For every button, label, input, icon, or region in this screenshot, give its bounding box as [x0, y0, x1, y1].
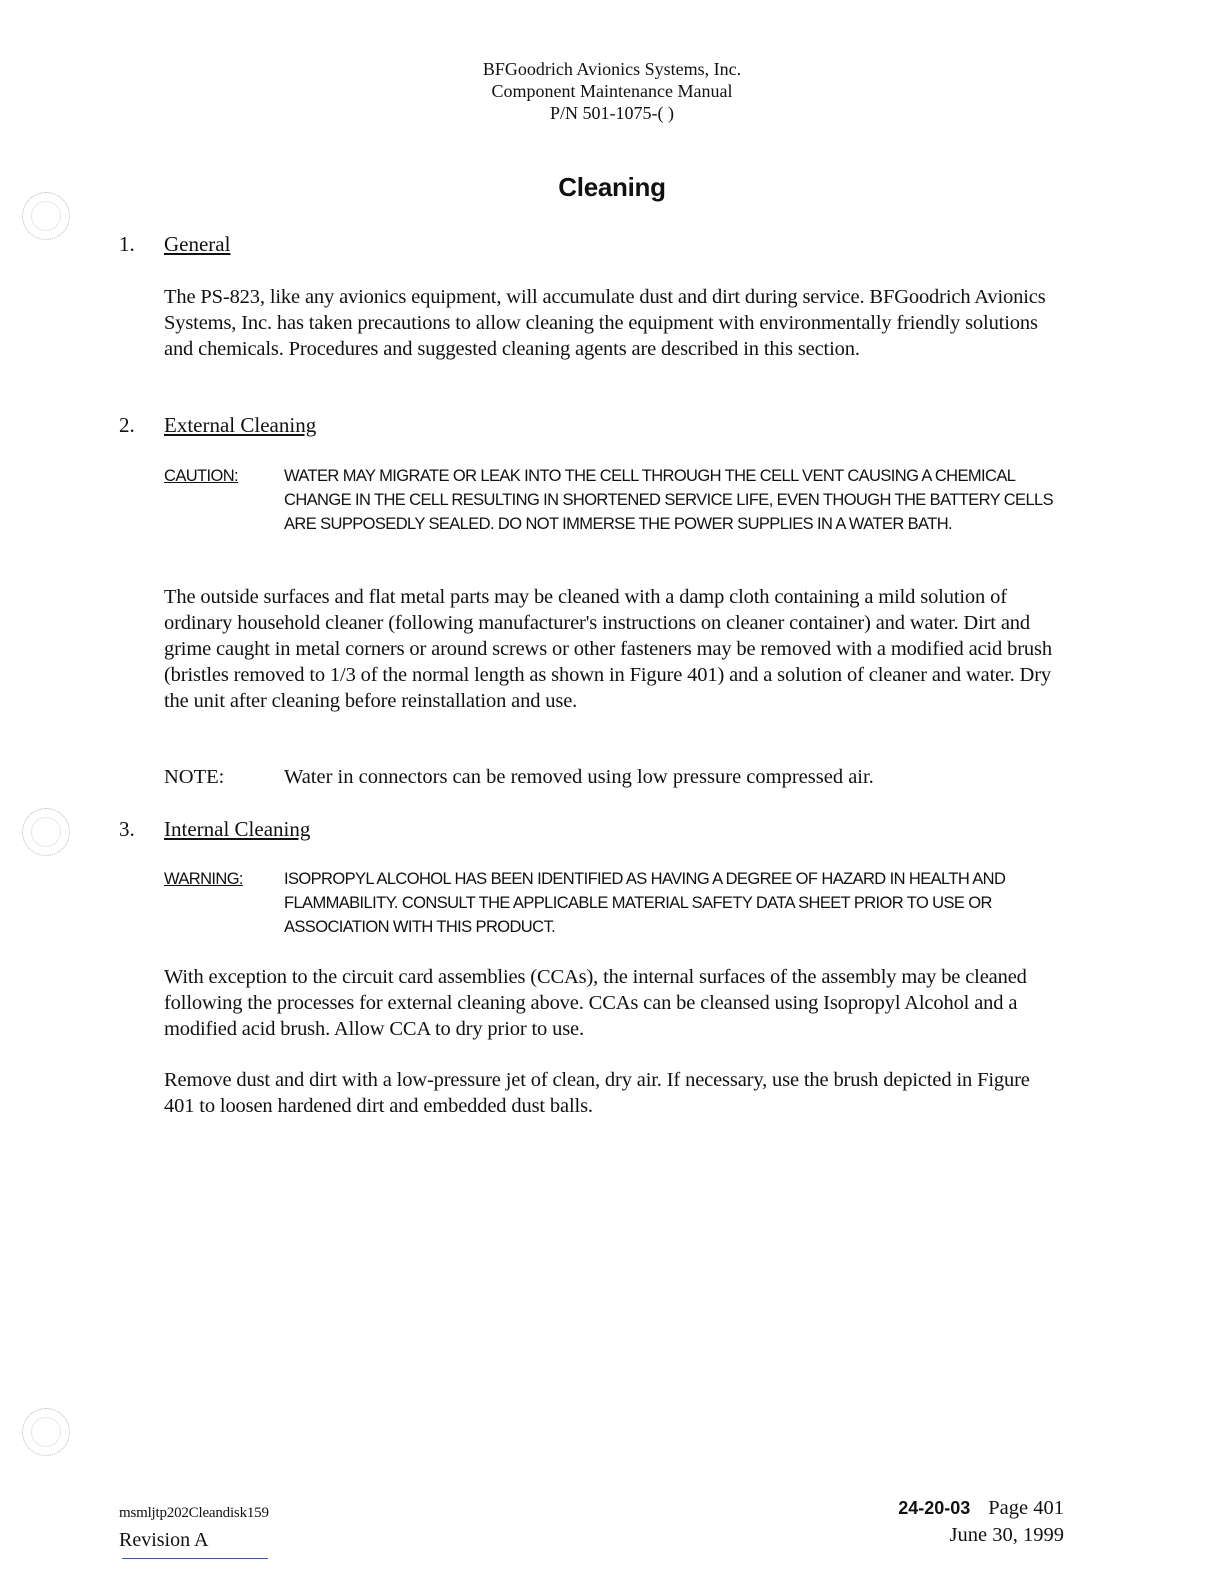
warning-notice [164, 867, 1064, 939]
warning-text: ISOPROPYL ALCOHOL HAS BEEN IDENTIFIED AS HAVING A DEGREE OF HAZARD IN HEALTH AND FLAMMABILITY. CONSULT THE APPLICABLE MATERIAL SAFETY DATA SHEET PRIOR TO USE OR ASSOCIATION WITH THIS PRODUCT. [284, 870, 1006, 936]
caution-text: WATER MAY MIGRATE OR LEAK INTO THE CELL THROUGH THE CELL VENT CAUSING A CHEMICAL CHANGE IN THE CELL RESULTING IN SHORTENED SERVICE LIFE, EVEN THOUGH THE BATTERY CELLS ARE SUPPOSEDLY SEALED. DO NOT IMMERSE THE POWER SUPPLIES IN A WATER BATH. [284, 467, 1054, 533]
header-manual: Component Maintenance Manual [491, 81, 733, 101]
section-title: General [164, 232, 231, 256]
header-part-number: P/N 501-1075-( ) [550, 103, 674, 123]
section-title: Internal Cleaning [164, 817, 311, 841]
section-heading-external-cleaning [119, 412, 316, 438]
footer-rule [122, 1558, 268, 1559]
note [164, 764, 1064, 790]
caution-label: CAUTION: [164, 467, 239, 485]
general-paragraph: The PS-823, like any avionics equipment, will accumulate dust and dirt during service. BFGoodrich Avionics Systems, Inc. has taken precautions to allow cleaning the equipment with environmentally friendly solutions and chemicals. Procedures and suggested cleaning agents are described in this section. [164, 286, 1046, 360]
file-code: msmljtp202Cleandisk159 [119, 1505, 269, 1521]
section-number: 3. [119, 817, 135, 841]
header-company: BFGoodrich Avionics Systems, Inc. [482, 59, 742, 79]
section-heading-general [119, 231, 230, 257]
revision-date: June 30, 1999 [949, 1524, 1064, 1546]
warning-label: WARNING: [164, 870, 243, 888]
internal-cleaning-paragraph-2: Remove dust and dirt with a low-pressure jet of clean, dry air. If necessary, use the brush depicted in Figure 401 to loosen hardened dirt and embedded dust balls. [164, 1069, 1030, 1117]
caution-notice [164, 464, 1064, 536]
revision: Revision A [119, 1529, 209, 1551]
section-number: 1. [119, 232, 135, 256]
internal-cleaning-paragraph-1: With exception to the circuit card assemblies (CCAs), the internal surfaces of the assembly may be cleaned following the processes for external cleaning above. CCAs can be cleansed using Isopropyl Alcohol and a modified acid brush. Allow CCA to dry prior to use. [164, 966, 1027, 1040]
note-label: NOTE: [164, 766, 225, 788]
section-heading-internal-cleaning [119, 816, 310, 842]
section-title: External Cleaning [164, 413, 317, 437]
page-number: Page 401 [988, 1497, 1064, 1519]
external-cleaning-paragraph: The outside surfaces and flat metal parts may be cleaned with a damp cloth containing a mild solution of ordinary household cleaner (following manufacturer's instructions on cleaner container) and water. Dirt and grime caught in metal corners or around screws or other fasteners may be removed with a modified acid brush (bristles removed to 1/3 of the normal length as shown in Figure 401) and a solution of cleaner and water. Dry the unit after cleaning before reinstallation and use. [164, 586, 1052, 712]
punch-hole-bottom [22, 1408, 70, 1456]
footer-left [119, 1500, 269, 1554]
footer-right [898, 1495, 1064, 1549]
document-number: 24-20-03 [898, 1498, 971, 1518]
section-number: 2. [119, 413, 135, 437]
punch-hole-middle [22, 808, 70, 856]
page-title: Cleaning [558, 172, 666, 202]
document-header [0, 58, 1224, 124]
note-text: Water in connectors can be removed using low pressure compressed air. [284, 766, 874, 788]
